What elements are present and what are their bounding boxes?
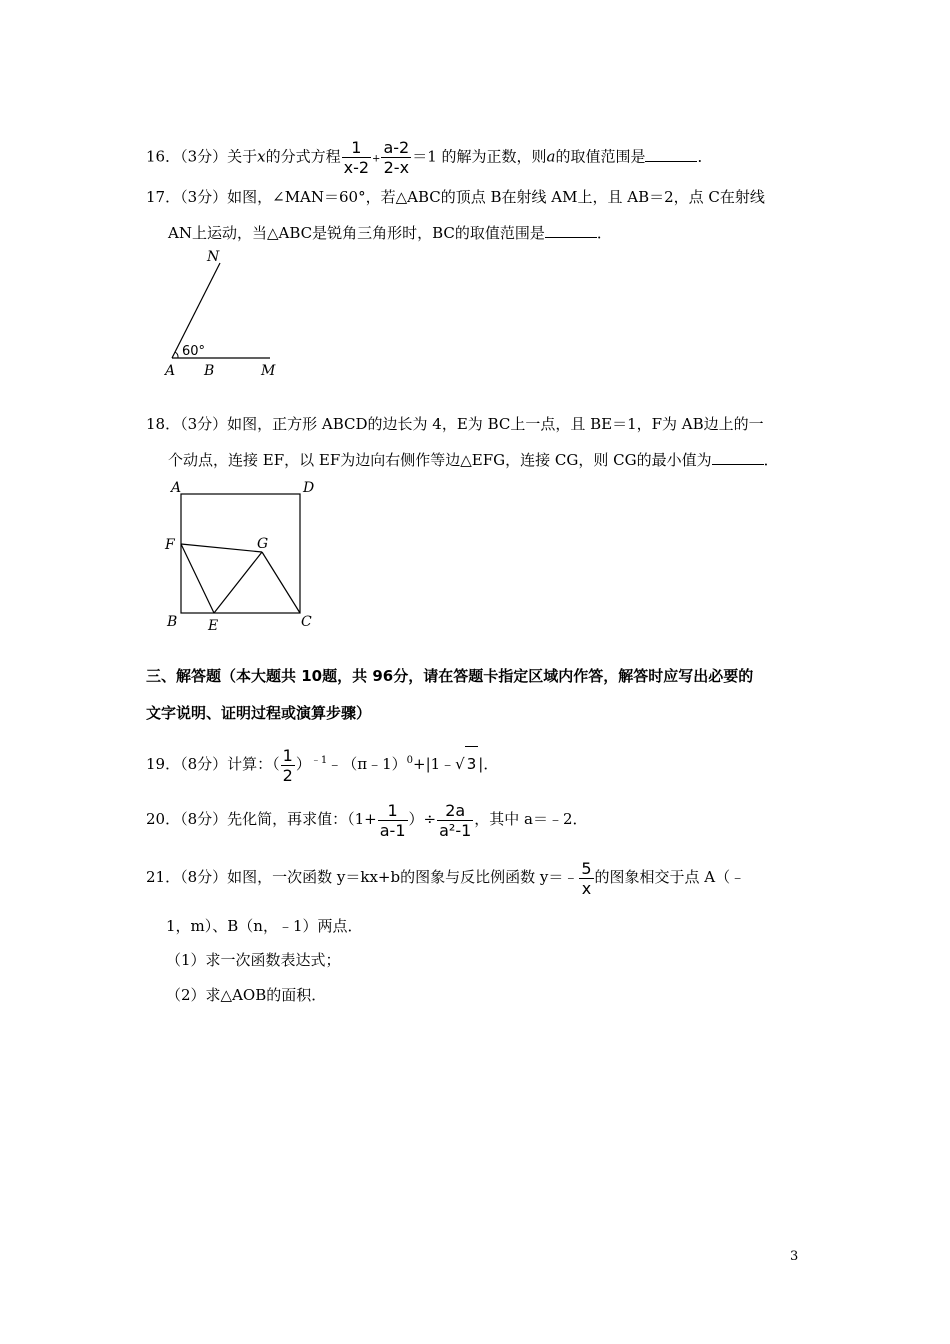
- sqrt-radicand: 3: [465, 746, 479, 781]
- label-A: A: [165, 363, 176, 379]
- question-17-line1: 17．（3分）如图，∠MAN＝60°，若△ABC的顶点 B在射线 AM上，且 AB＝2，点 C在射线: [146, 188, 765, 206]
- label-E: E: [208, 618, 219, 634]
- label-M: M: [261, 363, 276, 379]
- answer-blank: [645, 147, 697, 162]
- section-3-heading-line2: 文字说明、证明过程或演算步骤）: [146, 704, 372, 722]
- question-19: 19．（8分）计算：（ $\frac{1}{2}$ ）$^{﹣1}$﹣（π﹣1）$^0$+|1﹣√ 3 |．: [146, 745, 499, 785]
- figure-angle-man: [160, 245, 290, 380]
- label-D: D: [303, 480, 315, 496]
- question-21-sub2: （2）求△AOB的面积．: [166, 986, 327, 1004]
- label-A: A: [171, 480, 182, 496]
- question-20: 20．（8分）先化简，再求值：（1+ $\frac{1}{a-1}$ ）÷ $\frac{2a}{\text{a²-1}}$ ，其中 a＝﹣2．: [146, 800, 588, 840]
- label-F: F: [165, 537, 175, 553]
- fraction-2: $\frac{2a}{\text{a²-1}}$: [439, 800, 472, 840]
- section-3-heading-line1: 三、解答题（本大题共 10题，共 96分，请在答题卡指定区域内作答，解答时应写出必要的: [146, 667, 754, 685]
- question-18-line2: 个动点，连接 EF，以 EF为边向右侧作等边△EFG，连接 CG，则 CG的最小值为 ．: [168, 451, 779, 469]
- fraction-half: $\frac{1}{2}$: [282, 745, 293, 785]
- fraction-1: $\frac{1}{a-1}$: [379, 800, 406, 840]
- label-G: G: [257, 536, 269, 552]
- answer-blank: [545, 223, 597, 238]
- label-B: B: [204, 363, 215, 379]
- fraction-5-over-x: $\frac{5}{x}$: [581, 858, 592, 898]
- question-21-sub1: （1）求一次函数表达式；: [166, 951, 341, 969]
- label-C: C: [301, 614, 312, 630]
- answer-blank: [712, 450, 764, 465]
- question-17-line2: AN上运动，当△ABC是锐角三角形时，BC的取值范围是 ．: [168, 224, 612, 242]
- question-21-line1: 21．（8分）如图，一次函数 y＝kx+b的图象与反比例函数 y＝﹣ $\frac{5}{x}$ 的图象相交于点 A（﹣: [146, 858, 746, 898]
- label-angle: 60°: [182, 344, 206, 359]
- label-N: N: [207, 249, 220, 265]
- question-16: 16．（3分）关于x的分式方程 $\frac{1}{x-2}$ + $\frac{a-2}{2-x}$ ＝1 的解为正数，则a的取值范围是 ．: [146, 138, 713, 177]
- fraction-1: $\frac{1}{x-2}$: [343, 138, 370, 177]
- fraction-2: $\frac{a-2}{2-x}$: [383, 138, 410, 177]
- page-number: 3: [790, 1249, 799, 1264]
- question-21-line2: 1，m）、B（n，﹣1）两点．: [166, 917, 363, 935]
- question-18-line1: 18．（3分）如图，正方形 ABCD的边长为 4，E为 BC上一点，且 BE＝1，F为 AB边上的一: [146, 415, 764, 433]
- label-B: B: [167, 614, 178, 630]
- figure-square-abcd: [160, 475, 330, 635]
